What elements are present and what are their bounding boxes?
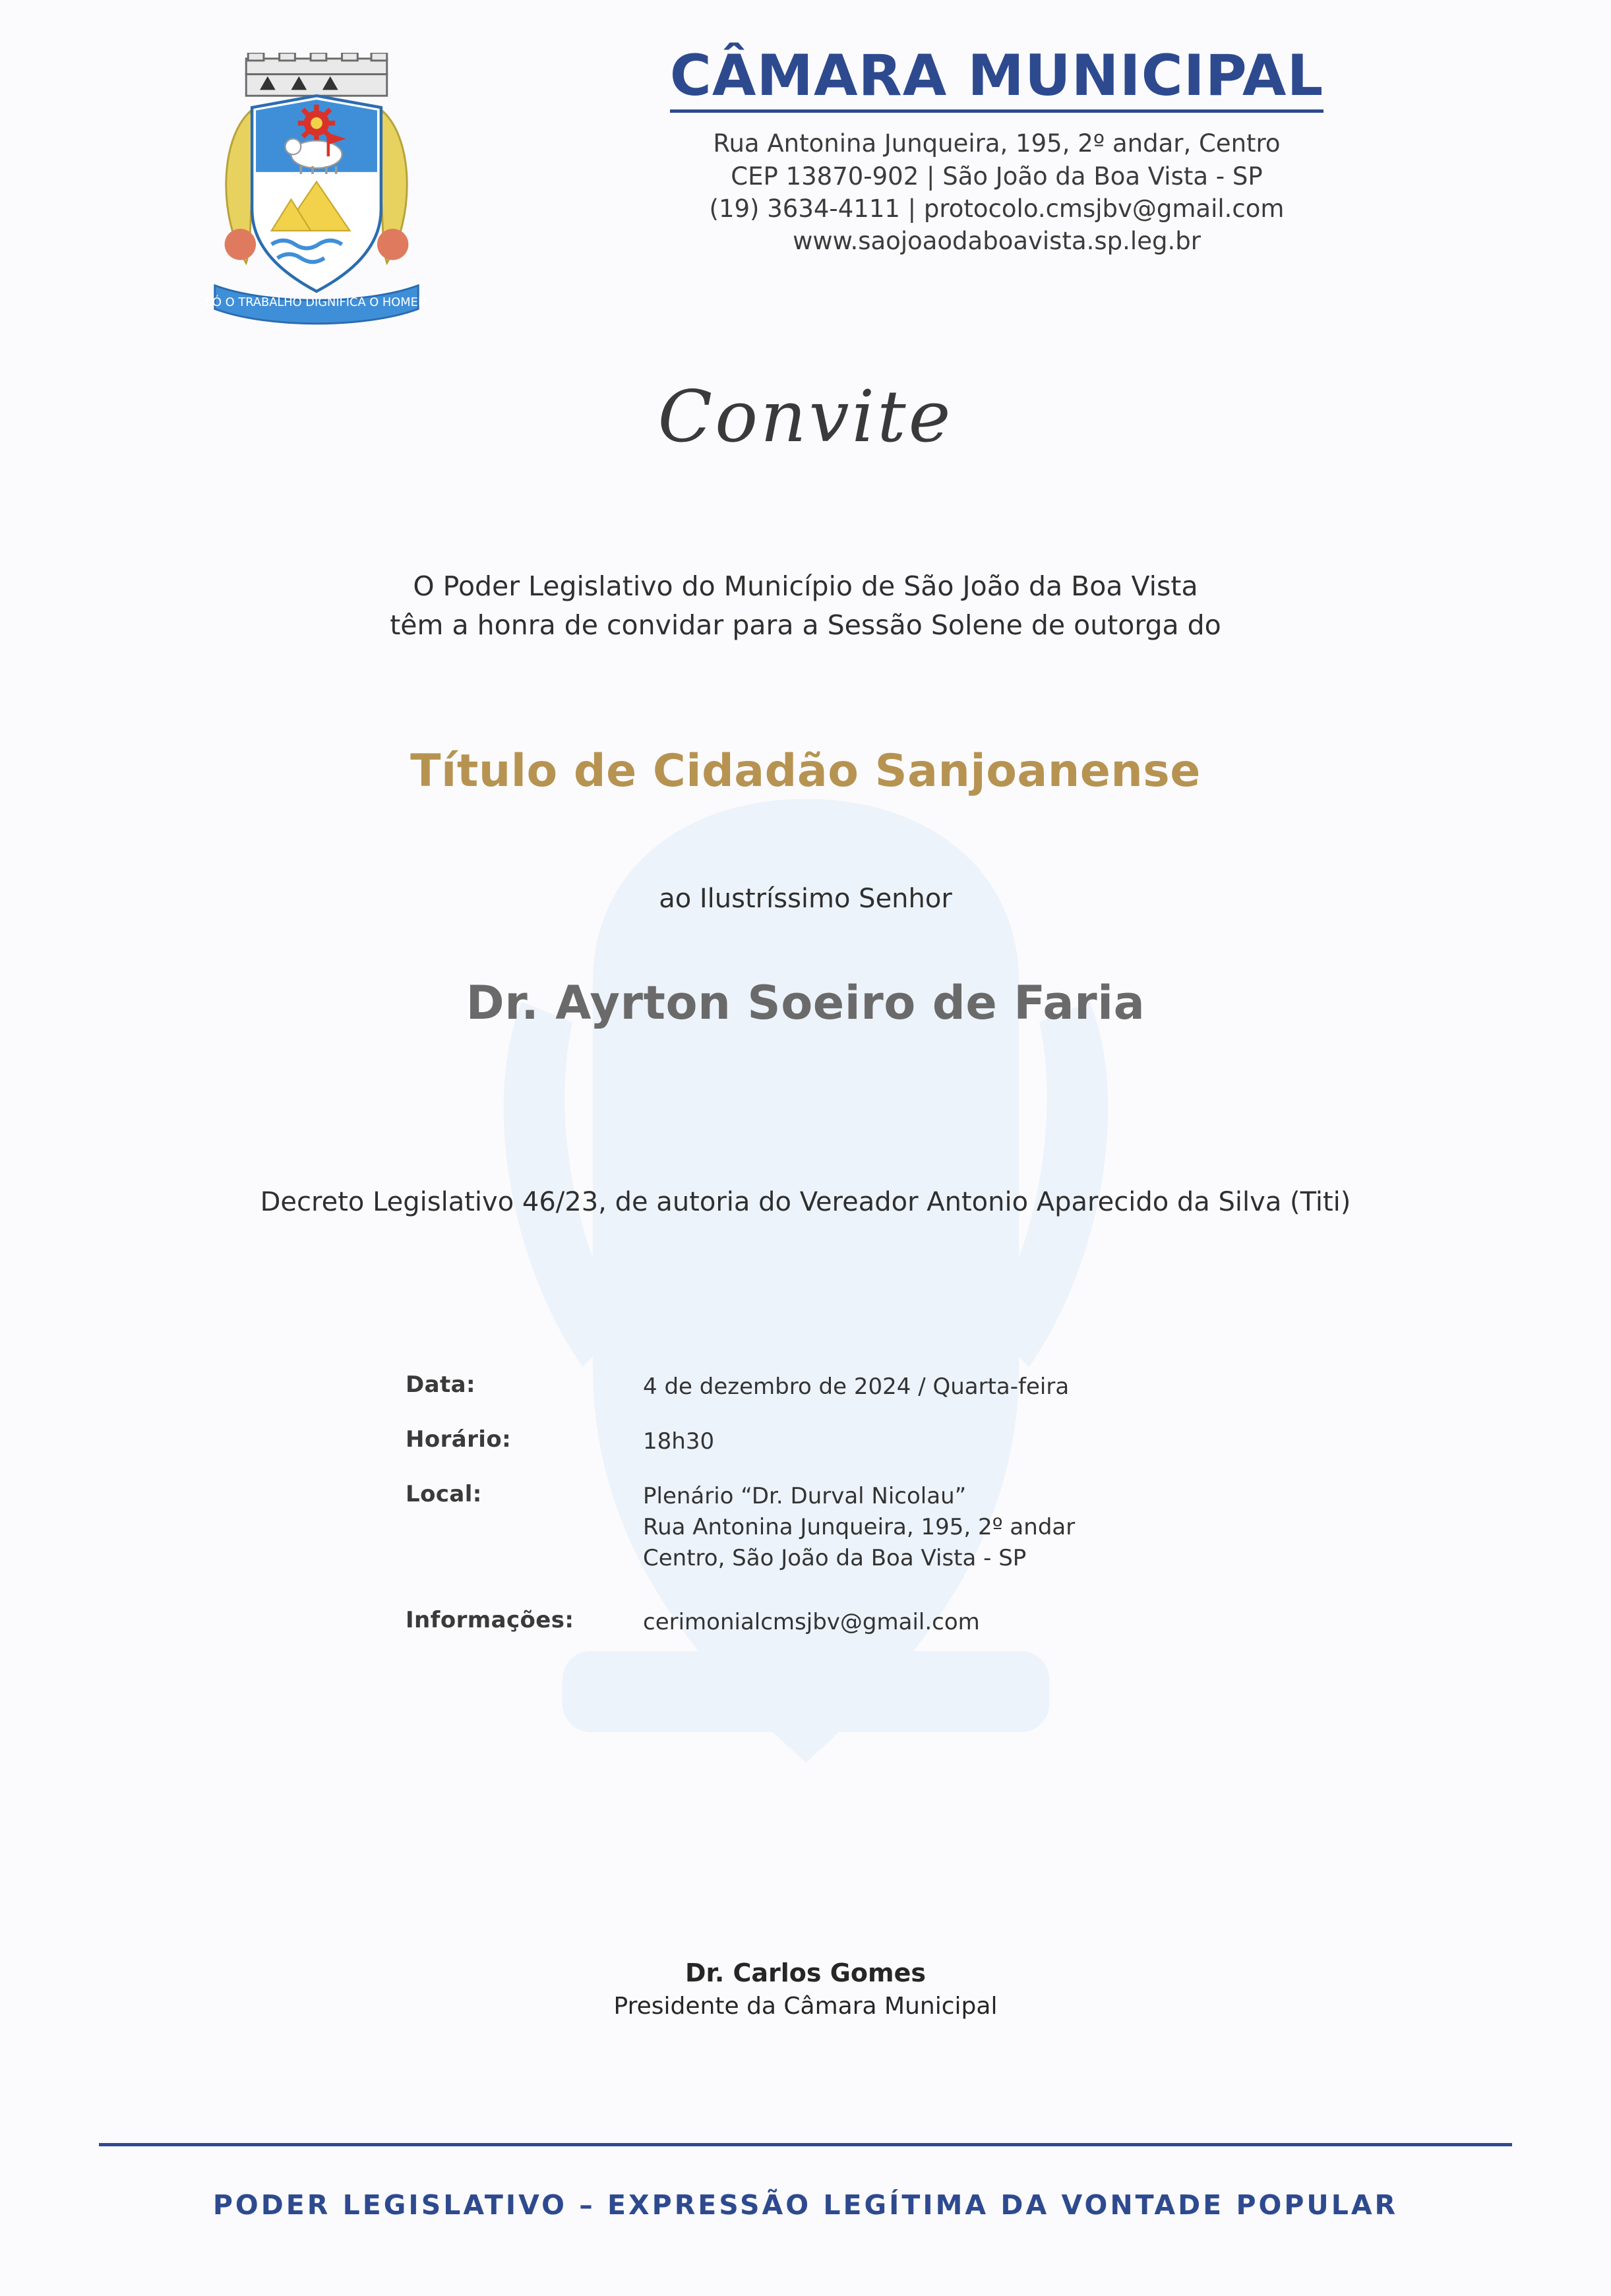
event-details: [406, 1372, 1263, 1661]
award-title: Título de Cidadão Sanjoanense: [410, 745, 1201, 797]
place-label: Local:: [406, 1480, 482, 1507]
detail-row-place: [406, 1481, 1263, 1574]
detail-row-date: [406, 1372, 1263, 1403]
place-value: [643, 1481, 1075, 1574]
address-line-1: Rua Antonina Junqueira, 195, 2º andar, Centro: [713, 129, 1281, 158]
date-value: 4 de dezembro de 2024 / Quarta-feira: [643, 1374, 1070, 1400]
crest-motto-text: SÓ O TRABALHO DIGNIFICA O HOMEM: [204, 295, 429, 310]
invitation-intro: [0, 567, 1611, 646]
signature-block: [0, 1958, 1611, 2020]
signature-name: Dr. Carlos Gomes: [684, 1958, 927, 1987]
info-label: Informações:: [406, 1606, 574, 1633]
honoree-name: Dr. Ayrton Soeiro de Faria: [466, 976, 1145, 1030]
document-header: [0, 43, 1611, 349]
address-line-3: (19) 3634-4111 | protocolo.cmsjbv@gmail.com: [709, 194, 1285, 223]
footer-motto: PODER LEGISLATIVO – EXPRESSÃO LEGÍTIMA DA VONTADE POPULAR: [212, 2189, 1399, 2221]
place-line-2: Rua Antonina Junqueira, 195, 2º andar: [643, 1513, 1076, 1540]
detail-row-time: [406, 1426, 1263, 1457]
info-value: cerimonialcmsjbv@gmail.com: [643, 1608, 980, 1635]
address-line-2: CEP 13870-902 | São João da Boa Vista - SP: [731, 162, 1263, 191]
honoree-prefix: ao Ilustríssimo Senhor: [659, 884, 952, 914]
coat-of-arms-icon: [188, 53, 445, 336]
organization-title: CÂMARA MUNICIPAL: [670, 46, 1324, 113]
time-label: Horário:: [406, 1426, 512, 1453]
invitation-script-title: Convite: [657, 376, 954, 458]
footer-divider: [99, 2143, 1512, 2146]
intro-line-2: têm a honra de convidar para a Sessão Solene de outorga do: [390, 609, 1221, 642]
detail-row-info: [406, 1607, 1263, 1638]
header-text-block: [462, 43, 1532, 257]
organization-address: [462, 127, 1532, 257]
decree-reference: Decreto Legislativo 46/23, de autoria do Vereador Antonio Aparecido da Silva (Titi): [260, 1187, 1351, 1217]
signature-role: Presidente da Câmara Municipal: [613, 1993, 998, 2020]
place-line-3: Centro, São João da Boa Vista - SP: [643, 1544, 1027, 1571]
time-value: 18h30: [643, 1428, 715, 1455]
date-label: Data:: [406, 1372, 475, 1398]
address-line-4: www.saojoaodaboavista.sp.leg.br: [793, 226, 1201, 255]
place-line-1: Plenário “Dr. Durval Nicolau”: [643, 1482, 967, 1509]
intro-line-1: O Poder Legislativo do Município de São João da Boa Vista: [413, 570, 1198, 602]
